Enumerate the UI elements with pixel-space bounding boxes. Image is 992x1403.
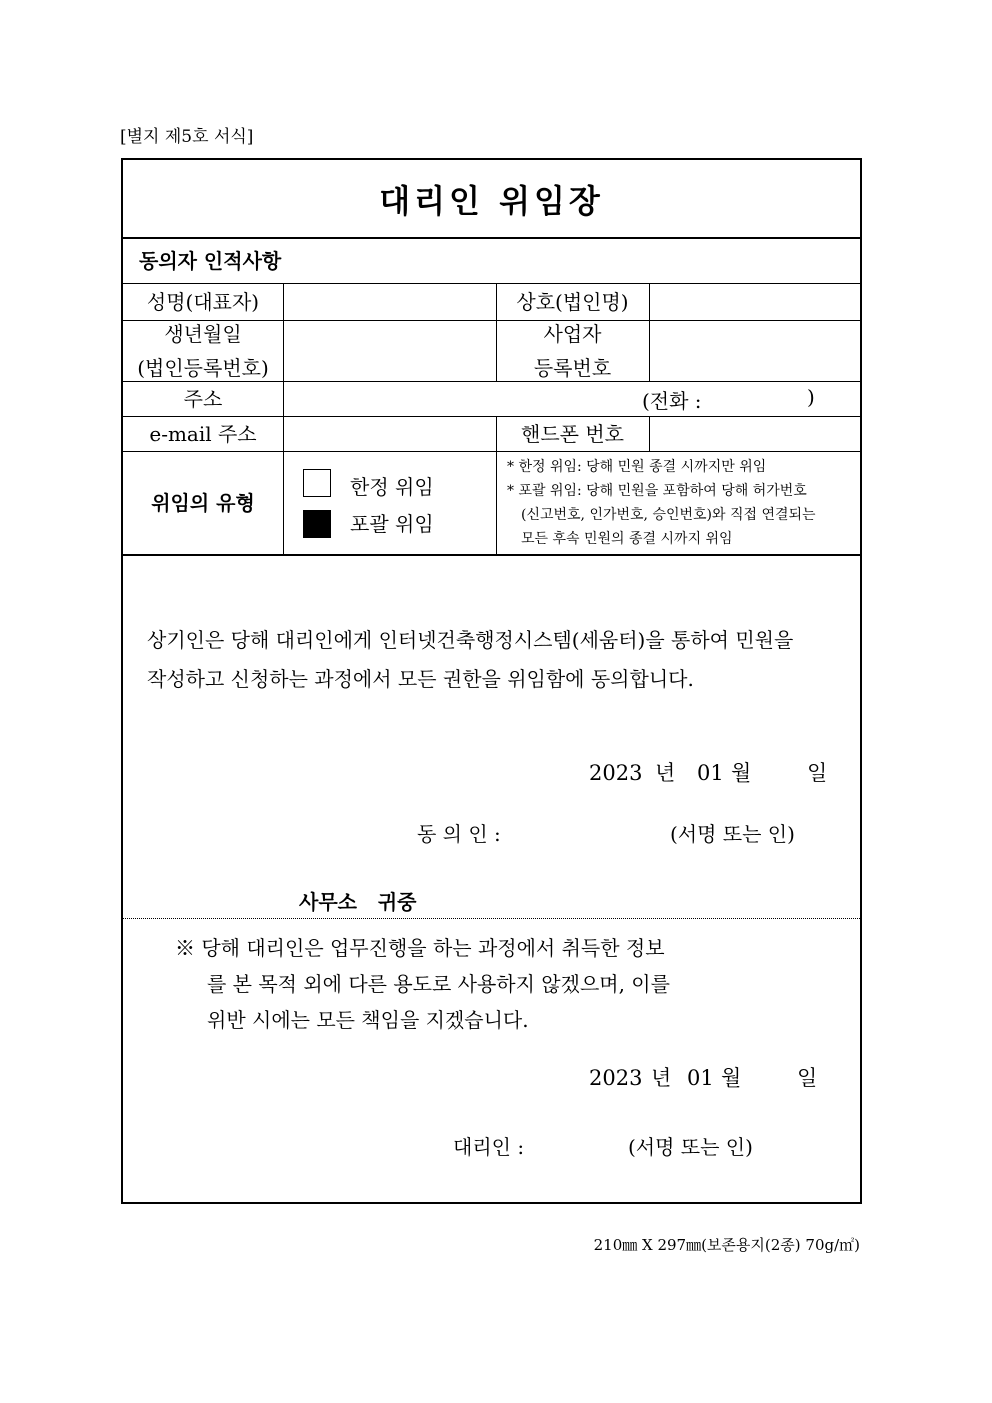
consent-statement-line1: 상기인은 당해 대리인에게 인터넷건축행정시스템(세움터)을 통하여 민원을 [147, 628, 794, 652]
birthdate-input-cell[interactable] [284, 320, 496, 381]
agent-date-day-unit: 일 [797, 1066, 818, 1090]
delegation-form [121, 158, 862, 1204]
agent-sign-hint: (서명 또는 인) [628, 1135, 753, 1159]
full-delegation-label: 포괄 위임 [350, 512, 434, 536]
consent-date-year-unit: 년 [655, 761, 676, 785]
full-delegation-checkbox[interactable] [303, 510, 331, 538]
address-label: 주소 [183, 386, 223, 411]
birthdate-label [123, 320, 283, 381]
agent-date-year: 2023 [589, 1066, 643, 1090]
agent-pledge-line1: ※ 당해 대리인은 업무진행을 하는 과정에서 취득한 정보 [175, 936, 665, 960]
email-input-cell[interactable] [284, 416, 496, 451]
mobile-label: 핸드폰 번호 [521, 421, 624, 446]
form-number-label: [별지 제5호 서식] [120, 127, 254, 147]
business-number-label [496, 320, 649, 381]
agent-date-month-unit: 월 [721, 1066, 742, 1090]
birthdate-label-line1: 생년월일 [164, 321, 242, 346]
company-label: 상호(법인명) [516, 290, 629, 314]
agent-signer-field[interactable] [539, 1126, 625, 1160]
consent-signer-field[interactable] [531, 813, 661, 847]
delegation-note: * 한정 위임: 당해 민원 종결 시까지만 위임 [507, 459, 767, 475]
company-input-cell[interactable] [650, 284, 862, 320]
delegation-note: 모든 후속 민원의 종결 시까지 위임 [521, 531, 733, 547]
phone-open-label: (전화 : [642, 389, 702, 413]
table-rule [123, 554, 860, 556]
limited-delegation-label: 한정 위임 [350, 475, 434, 499]
limited-delegation-checkbox[interactable] [303, 469, 331, 497]
agent-date-year-unit: 년 [651, 1066, 672, 1090]
section-heading: 동의자 인적사항 [123, 239, 860, 284]
consent-statement-line2: 작성하고 신청하는 과정에서 모든 권한을 위임함에 동의합니다. [147, 667, 694, 691]
business-number-label-line2: 등록번호 [533, 355, 612, 380]
mobile-input-cell[interactable] [650, 416, 862, 451]
agent-signer-label: 대리인 : [453, 1135, 525, 1159]
name-label: 성명(대표자) [146, 290, 260, 314]
consent-sign-hint: (서명 또는 인) [670, 822, 795, 846]
address-input-cell[interactable] [284, 381, 862, 416]
business-number-label-line1: 사업자 [543, 321, 602, 346]
birthdate-label-line2: (법인등록번호) [137, 355, 269, 380]
phone-close-label: ) [807, 385, 815, 409]
form-title: 대리인 위임장 [123, 160, 860, 239]
agent-date-month: 01 [687, 1066, 714, 1090]
consent-date-month: 01 [697, 761, 724, 785]
recipient-office: 사무소 귀중 [299, 890, 417, 914]
paper-spec-footer: 210㎜ X 297㎜(보존용지(2종) 70g/㎡) [593, 1236, 860, 1254]
email-label: e-mail 주소 [149, 421, 257, 446]
agent-pledge-line2: 를 본 목적 외에 다른 용도로 사용하지 않겠으며, 이를 [207, 972, 670, 996]
consent-date-month-unit: 월 [731, 761, 752, 785]
consent-date-day-unit: 일 [807, 761, 828, 785]
delegation-note: * 포괄 위임: 당해 민원을 포함하여 당해 허가번호 [507, 483, 807, 499]
section-divider [123, 918, 860, 919]
delegation-note: (신고번호, 인가번호, 승인번호)와 직접 연결되는 [521, 507, 816, 523]
consent-signer-label: 동 의 인 : [417, 822, 501, 846]
agent-pledge-line3: 위반 시에는 모든 책임을 지겠습니다. [207, 1008, 529, 1032]
business-number-input-cell[interactable] [650, 320, 862, 381]
delegation-type-label: 위임의 유형 [151, 490, 255, 515]
name-input-cell[interactable] [284, 284, 496, 320]
consent-date-year: 2023 [589, 761, 643, 785]
